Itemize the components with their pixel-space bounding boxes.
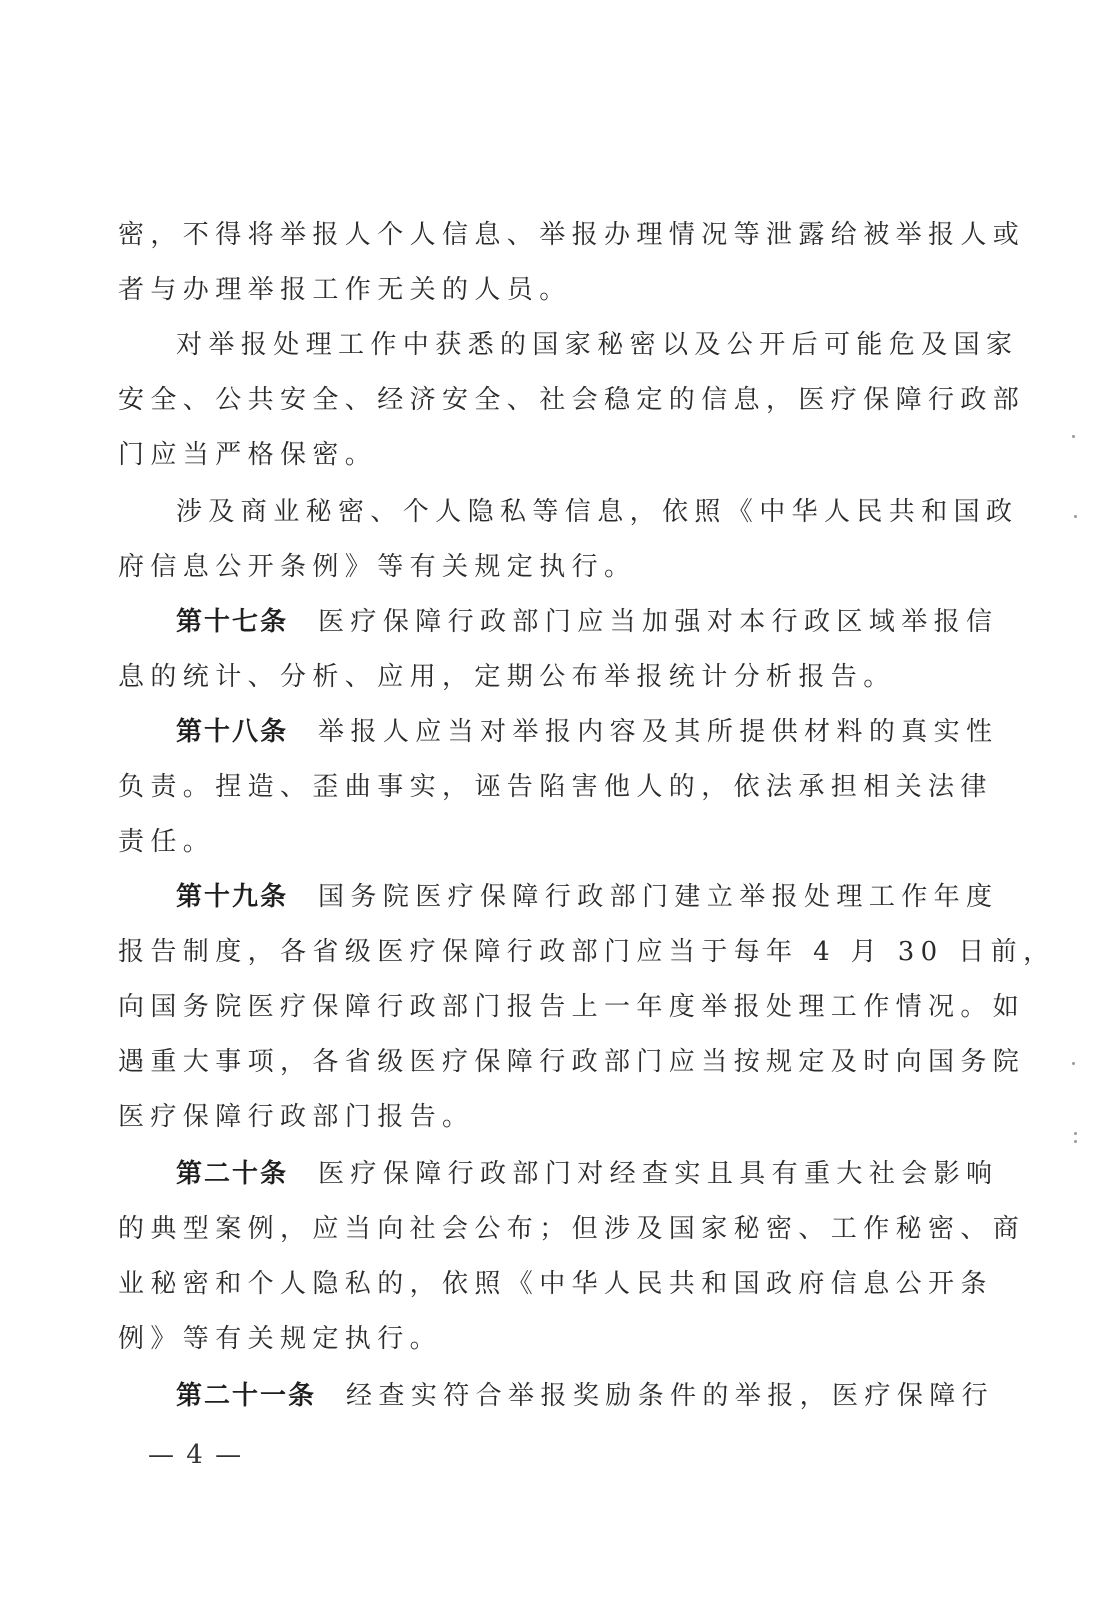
text-line: 者与办理举报工作无关的人员。 (118, 275, 572, 305)
text-line: 负责。捏造、歪曲事实，诬告陷害他人的，依法承担相关法律 (118, 772, 993, 802)
article-heading: 第十九条 (176, 882, 289, 912)
text-line: 密，不得将举报人个人信息、举报办理情况等泄露给被举报人或 (118, 220, 1026, 250)
text-line: 第十七条 医疗保障行政部门应当加强对本行政区域举报信 (176, 607, 999, 637)
article-heading: 第二十条 (176, 1159, 289, 1189)
text-line: 府信息公开条例》等有关规定执行。 (118, 552, 637, 582)
text-line: 业秘密和个人隐私的，依照《中华人民共和国政府信息公开条 (118, 1269, 993, 1299)
text-line: 的典型案例，应当向社会公布；但涉及国家秘密、工作秘密、商 (118, 1214, 1026, 1244)
text-line: 医疗保障行政部门报告。 (118, 1102, 475, 1132)
article-heading: 第十七条 (176, 607, 289, 637)
scan-speck (1074, 1132, 1077, 1135)
text-line: 例》等有关规定执行。 (118, 1324, 443, 1354)
text-line: 向国务院医疗保障行政部门报告上一年度举报处理工作情况。如 (118, 992, 1026, 1022)
text-line: 息的统计、分析、应用，定期公布举报统计分析报告。 (118, 662, 896, 692)
text-line: 责任。 (118, 827, 216, 857)
text-line: 安全、公共安全、经济安全、社会稳定的信息，医疗保障行政部 (118, 385, 1026, 415)
page-number: — 4 — (148, 1440, 244, 1470)
article-heading: 第十八条 (176, 717, 289, 747)
text-line: 第二十条 医疗保障行政部门对经查实且具有重大社会影响 (176, 1159, 999, 1189)
text-line: 门应当严格保密。 (118, 440, 378, 470)
text-line: 遇重大事项，各省级医疗保障行政部门应当按规定及时向国务院 (118, 1047, 1026, 1077)
text-line: 对举报处理工作中获悉的国家秘密以及公开后可能危及国家 (176, 330, 1019, 360)
scan-speck (1074, 1140, 1077, 1143)
text-line: 第十九条 国务院医疗保障行政部门建立举报处理工作年度 (176, 882, 999, 912)
scan-speck (1074, 515, 1077, 518)
text-line: 第十八条 举报人应当对举报内容及其所提供材料的真实性 (176, 717, 999, 747)
text-line: 涉及商业秘密、个人隐私等信息，依照《中华人民共和国政 (176, 497, 1019, 527)
scan-speck (1072, 435, 1075, 438)
text-line: 报告制度，各省级医疗保障行政部门应当于每年 4 月 30 日前， (118, 937, 1056, 967)
text-line: 第二十一条 经查实符合举报奖励条件的举报，医疗保障行 (176, 1381, 995, 1411)
scan-speck (1072, 1062, 1075, 1065)
article-heading: 第二十一条 (176, 1381, 317, 1411)
